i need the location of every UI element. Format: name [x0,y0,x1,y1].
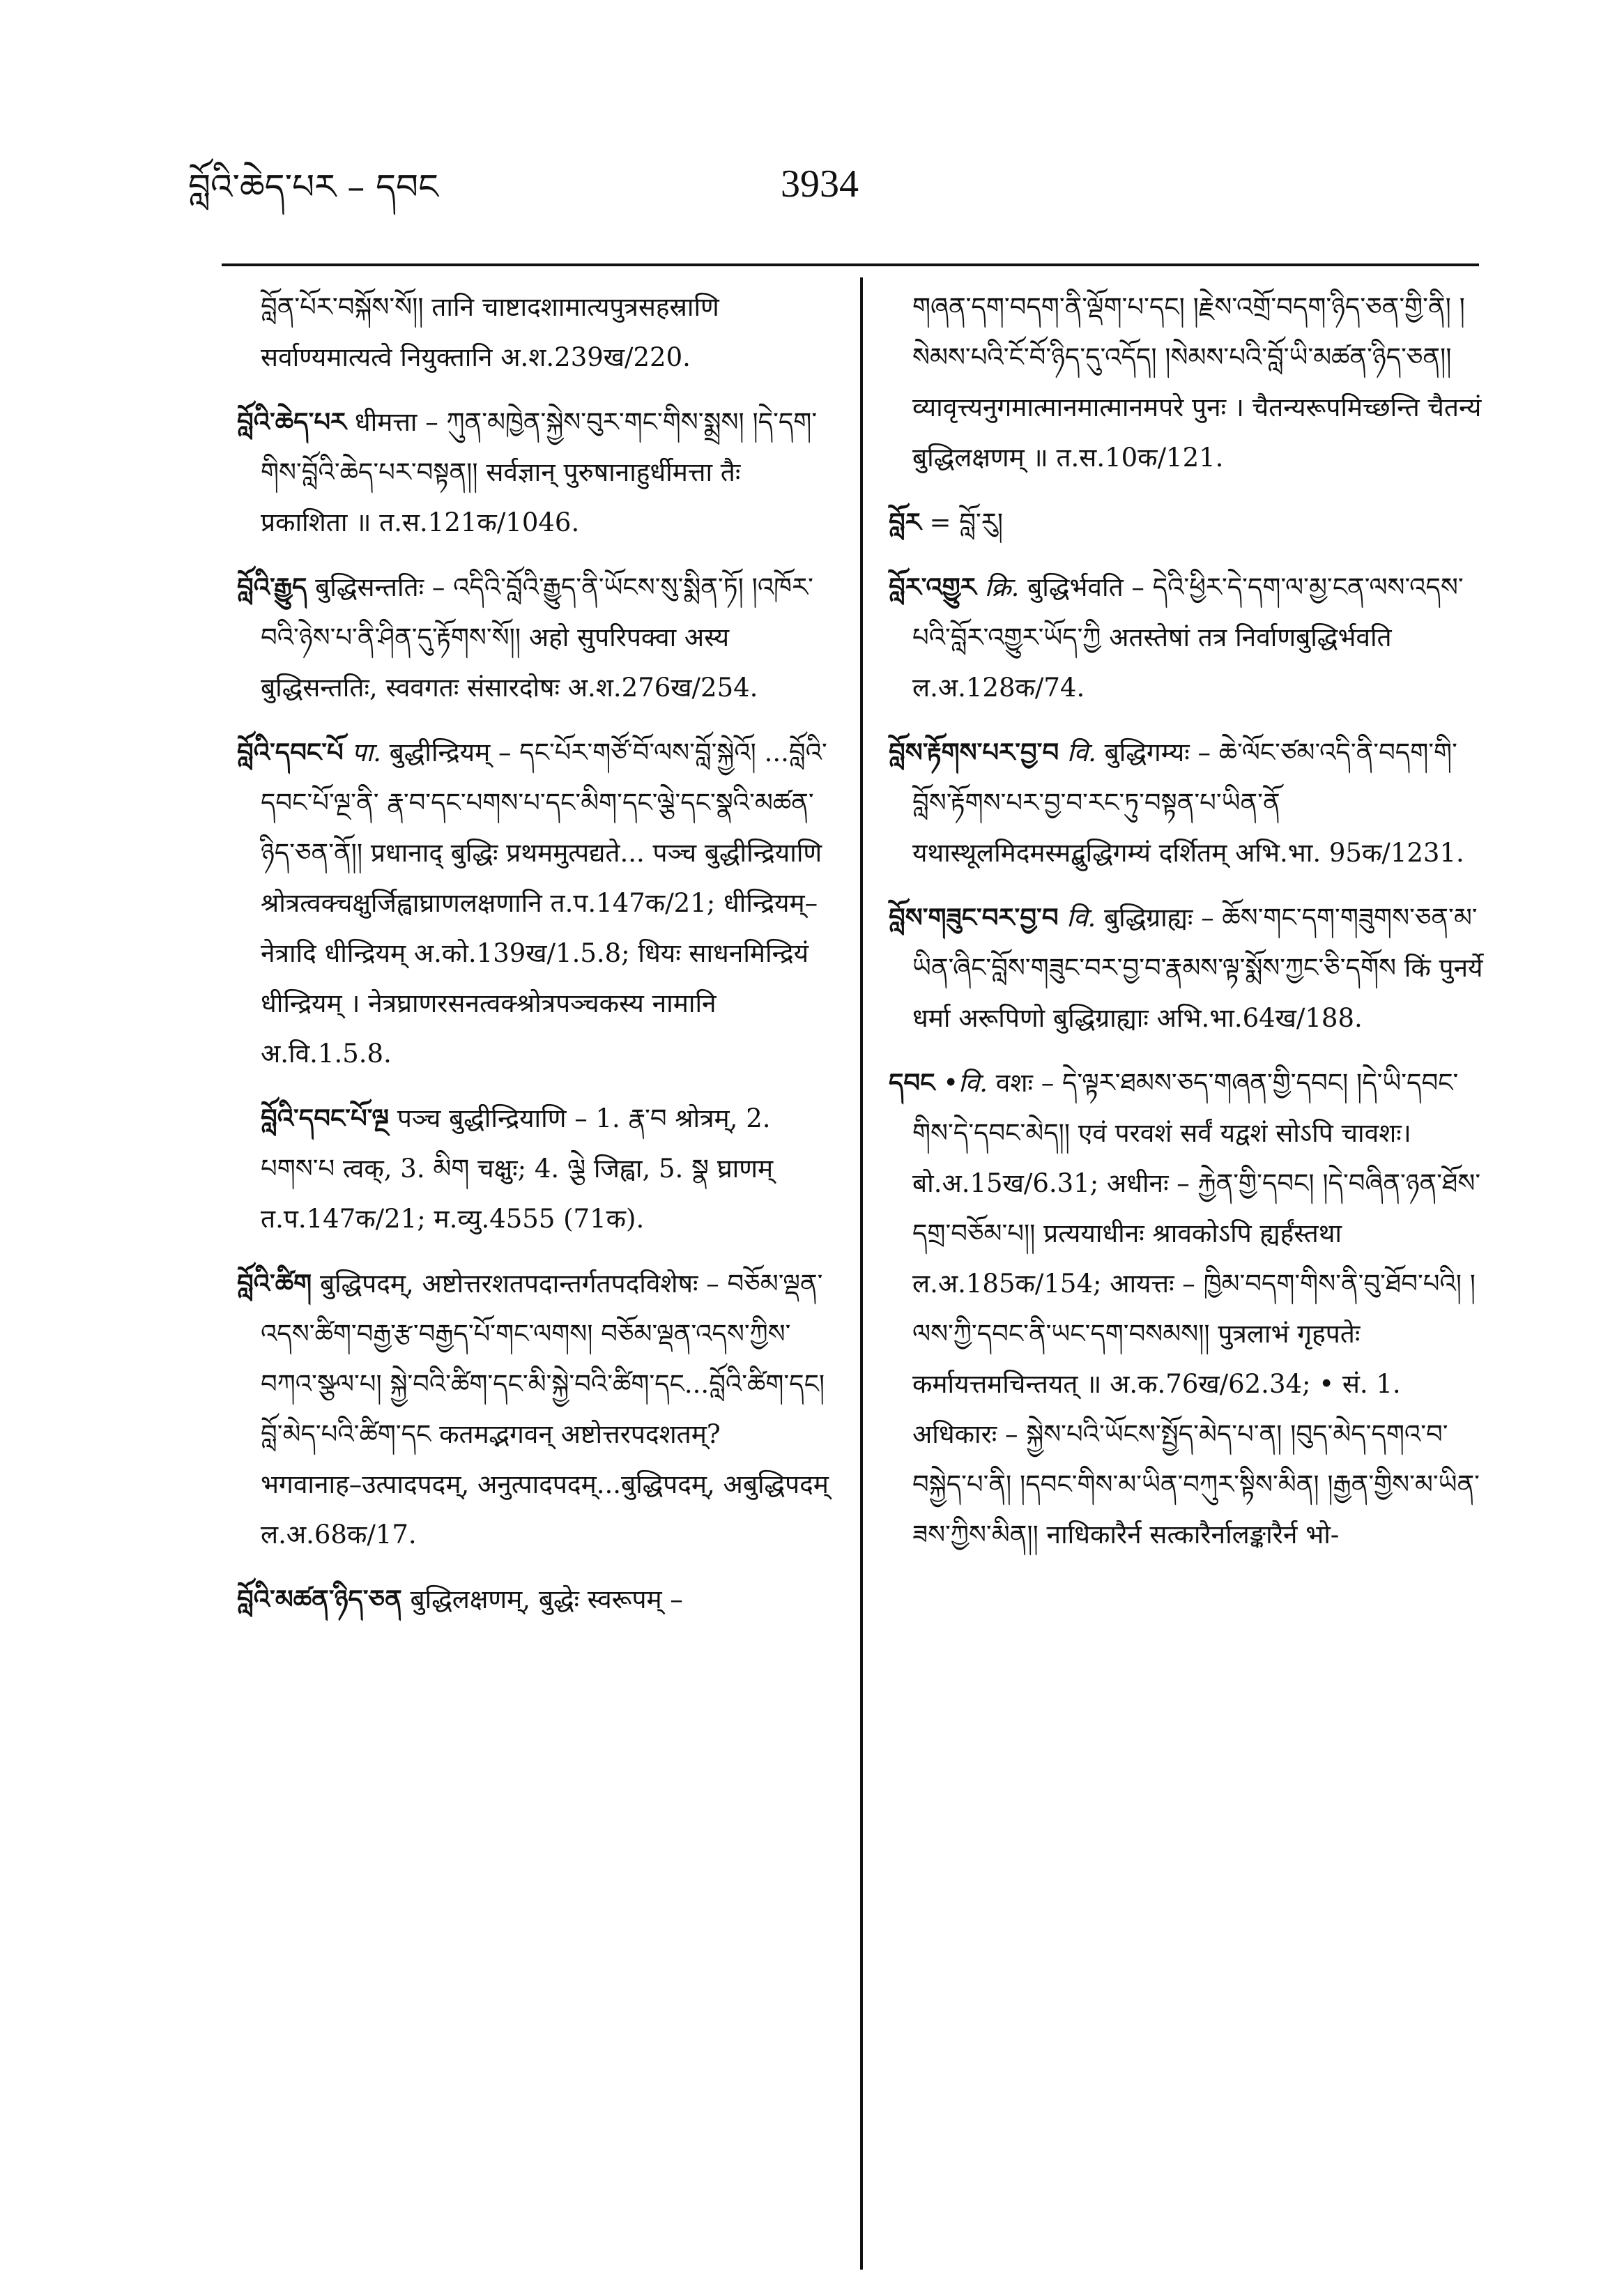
dictionary-entry [889,727,1488,878]
grammar-label: वि. [1058,903,1096,933]
dictionary-entry [237,727,829,1079]
dictionary-entry [237,1574,829,1625]
entry-text: बुद्धीन्द्रियम् – དང་པོར་གཙོ་བོ་ལས་བློ་སྐྱེའོ། ...བློའི་དབང་པོ་ལྔ་ནི་ རྣ་བ་དང་པགས་པ་དང་མིག་དང་ལྕེ་དང་སྣའི་མཚན་ཉིད་ཅན་ནོ།། प्रधानाद् बुद्धिः प्रथममुत्पद्यते... पञ्च बुद्धीन्द्रियाणि श्रोत्रत्वक्चक्षुर्जिह्वाघ्राणलक्षणानि त.प.147क/21; धीन्द्रियम्–नेत्रादि धीन्द्रियम् अ.को.139ख/1.5.8; धियः साधनमिन्द्रियं धीन्द्रियम् । नेत्रघ्राणरसनत्वक्श्रोत्रपञ्चकस्य नामानि अ.वि.1.5.8. [261,737,827,1069]
page-number: 3934 [781,162,859,206]
entry-headword: དབང [889,1067,935,1098]
grammar-label: क्रि. [976,572,1020,602]
dictionary-entry [237,1093,829,1244]
header-rule [222,263,1479,266]
entry-text: पञ्च बुद्धीन्द्रियाणि – 1. རྣ་བ श्रोत्रम्, 2. པགས་པ त्वक्, 3. མིག चक्षुः; 4. ལྕེ जिह्वा, 5. སྣ घ्राणम् त.प.147क/21; म.व्यु.4555 (71क). [261,1103,774,1234]
dictionary-entry [889,562,1488,713]
entry-headword: བློས་གཟུང་བར་བྱ་བ [889,902,1059,933]
column-divider [860,277,863,2270]
entry-headword: བློར་འགྱུར [889,572,976,602]
entry-headword: བློའི་མཚན་ཉིད་ཅན [237,1584,402,1614]
dictionary-entry [237,397,829,548]
dictionary-entry [889,892,1488,1043]
entry-text: बुद्धिलक्षणम्, बुद्धेः स्वरूपम् – [401,1584,683,1614]
entry-text: बुद्धिगम्यः – ཆེ་ལོང་ཙམ་འདི་ནི་བདག་གི་བློས་རྟོགས་པར་བྱ་བ་རང་ཏུ་བསྟན་པ་ཡིན་ནོ यथास्थूलमिदमस्मद्बुद्धिगम्यं दर्शितम् अभि.भा. 95क/1231. [912,737,1464,868]
entry-text: धीमत्ता – ཀུན་མཁྱེན་སྐྱེས་བུར་གང་གིས་སྨྲས། །དེ་དག་གིས་བློའི་ཆེད་པར་བསྟན།། सर्वज्ञान् पुरुषानाहुर्धीमत्ता तैः प्रकाशिता ॥ त.स.121क/1046. [261,407,818,537]
grammar-label: पा. [343,737,381,767]
entry-headword: བློའི་དབང་པོ [237,737,344,767]
dictionary-entry [237,1258,829,1560]
dictionary-entry [889,1057,1488,1560]
dictionary-entry [889,497,1488,548]
entry-headword: བློས་རྟོགས་པར་བྱ་བ [889,737,1059,767]
entry-text: གཞན་དག་བདག་ནི་ལྡོག་པ་དང། །རྗེས་འགྲོ་བདག་ཉིད་ཅན་གྱི་ནི། །སེམས་པའི་ངོ་བོ་ཉིད་དུ་འདོད། །སེམས་པའི་བློ་ཡི་མཚན་ཉིད་ཅན།། व्यावृत्त्यनुगमात्मानमात्मानमपरे पुनः । चैतन्यरूपमिच्छन्ति चैतन्यं बुद्धिलक्षणम् ॥ त.स.10क/121. [912,292,1482,473]
left-column [237,282,829,1639]
entry-continuation [237,282,829,383]
entry-headword: བློའི་དབང་པོ་ལྔ [261,1103,390,1133]
entry-text: वशः – དེ་ལྟར་ཐམས་ཅད་གཞན་གྱི་དབང། །དེ་ཡི་དབང་གིས་དེ་དབང་མེད།། एवं परवशं सर्वं यद्वशं सोऽपि चावशः। बो.अ.15ख/6.31; अधीनः – རྐྱེན་གྱི་དབང། །དེ་བཞིན་ཉན་ཐོས་དགྲ་བཅོམ་པ།། प्रत्ययाधीनः श्रावकोऽपि ह्यर्हंस्तथा ल.अ.185क/154; आयत्तः – ཁྱིམ་བདག་གིས་ནི་བུ་ཐོབ་པའི། །ལས་ཀྱི་དབང་ནི་ཡང་དག་བསམས།། पुत्रलाभं गृहपतेः कर्मायत्तमचिन्तयत् ॥ अ.क.76ख/62.34; • सं. 1. अधिकारः – སྐྱེས་པའི་ཡོངས་སྤྱོད་མེད་པ་ན། །བུད་མེད་དགའ་བ་བསྐྱེད་པ་ནི། །དབང་གིས་མ་ཡིན་བཀུར་སྟིས་མིན། །རྒྱན་གྱིས་མ་ཡིན་ཟས་ཀྱིས་མིན།། नाधिकारैर्न सत्कारैर्नालङ्कारैर्न भो- [912,1068,1481,1550]
entry-text: བློན་པོར་བསྐོས་སོ།། तानि चाष्टादशामात्यपुत्रसहस्राणि सर्वाण्यमात्यत्वे नियुक्तानि अ.श.239ख/220. [261,292,719,372]
grammar-label: •वि. [935,1068,988,1098]
entry-headword: བློའི་ཚིག [237,1268,312,1299]
right-column [889,282,1488,1574]
running-head: བློའི་ཆེད་པར – དབང [188,167,438,207]
entry-text: बुद्धिग्राह्यः – ཆོས་གང་དག་གཟུགས་ཅན་མ་ཡིན་ཞིང་བློས་གཟུང་བར་བྱ་བ་རྣམས་ལྟ་སྨོས་ཀྱང་ཅི་དགོས किं पुनर्ये धर्मा अरूपिणो बुद्धिग्राह्याः अभि.भा.64ख/188. [912,903,1483,1033]
entry-headword: བློའི་རྒྱུད [237,572,307,602]
entry-continuation [889,282,1488,483]
entry-headword: བློར [889,507,921,537]
entry-text: बुद्धिसन्ततिः – འདིའི་བློའི་རྒྱུད་ནི་ཡོངས་སུ་སྨིན་ཏོ། །འཁོར་བའི་ཉེས་པ་ནི་ཤིན་དུ་རྟོགས་སོ།། अहो सुपरिपक्वा अस्य बुद्धिसन्ततिः, स्ववगतः संसारदोषः अ.श.276ख/254. [261,572,813,703]
entry-headword: བློའི་ཆེད་པར [237,406,347,437]
grammar-label: वि. [1059,737,1096,767]
dictionary-entry [237,562,829,713]
entry-text: = བློ་རུ། [921,507,1004,537]
entry-text: बुद्धिपदम्, अष्टोत्तरशतपदान्तर्गतपदविशेषः – བཅོམ་ལྡན་འདས་ཚིག་བརྒྱ་རྩ་བརྒྱད་པོ་གང་ལགས། བཅོམ་ལྡན་འདས་ཀྱིས་བཀའ་སྩལ་པ། སྐྱེ་བའི་ཚིག་དང་མི་སྐྱེ་བའི་ཚིག་དང...བློའི་ཚིག་དང། བློ་མེད་པའི་ཚིག་དང कतमद्भगवन् अष्टोत्तरपदशतम्? भगवानाह–उत्पादपदम्, अनुत्पादपदम्...बुद्धिपदम्, अबुद्धिपदम् ल.अ.68क/17. [261,1269,829,1550]
entry-text: बुद्धिर्भवति – དེའི་ཕྱིར་དེ་དག་ལ་མྱ་ངན་ལས་འདས་པའི་བློར་འགྱུར་ཡོད་ཀྱི अतस्तेषां तत्र निर्वाणबुद्धिर्भवति ल.अ.128क/74. [912,572,1464,703]
